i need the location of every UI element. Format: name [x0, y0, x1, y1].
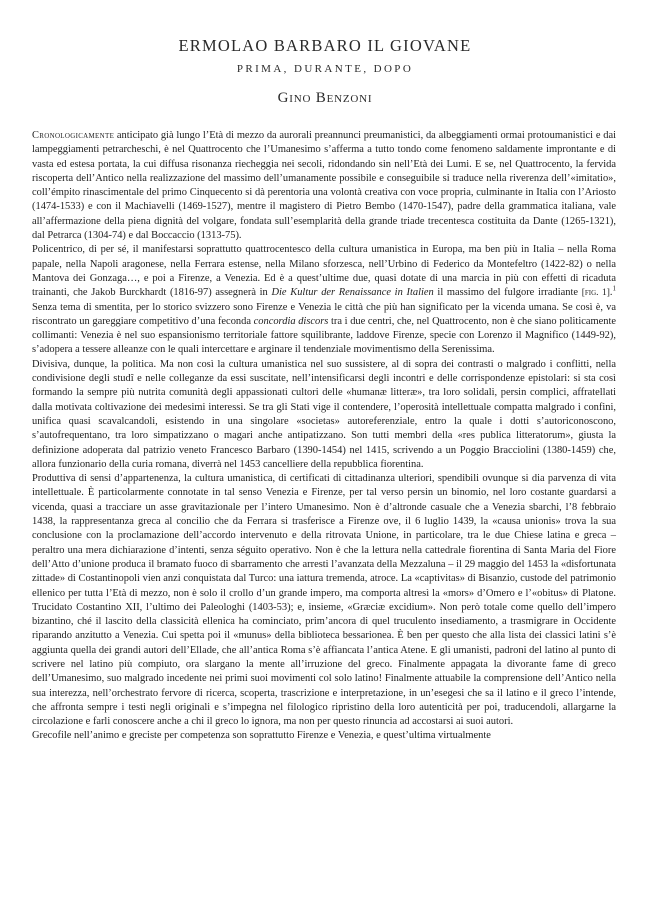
- chapter-subtitle: PRIMA, DURANTE, DOPO: [236, 63, 414, 75]
- figure-reference: [fig. 1]: [581, 288, 610, 299]
- paragraph-text: Divisiva, dunque, la politica. Ma non così la cultura umanistica nel suo sussistere, al di sopra dei contrasti o malgrado i conflitti, nella condivisione degli studî e nelle colleganze da essi suscitate, nell’intensificarsi degli incontri e delle corrispondenze epistolari: si sta così formando la sempre più nutrita comunità degli appassionati cultori delle «humanæ litteræ», tra loro solidali, persin complici, affratellati dalla motivata coltivazione dei medesimi interessi. Se tra gli Stati vige il contendere, l’operosità intellettuale compatta malgrado i confini, unifica quasi scavalcandoli, esistendo in una singolare «societas» autoreferenziale, entro la quale i dotti s’autoriconoscono, s’autofrequentano, tra loro simpatizzano o magari anche antipatizzano. Son tutti membri della «res publica litteratorum», giusta la definizione adoperata dal patrizio veneto Francesco Barbaro (1390-1454) nel 1415, scrivendo a un Poggio Bracciolini (1380-1459) che, allora funzionario della curia romana, diverrà nel 1453 cancelliere della repubblica fiorentina.: [32, 358, 616, 470]
- paragraph: [32, 358, 616, 472]
- paragraph-text: tra i due centri, che, nel Quattrocento, non è che siano politicamente collimanti: Venezia è nel suo espansionismo territoriale fattore squilibrante, laddove Firenze, specie con Lorenzo il Magnifico (1449-92), s’adopera a tessere alleanze con le quali intercettare e arginare il tendenziale movimentismo della Serenissima.: [32, 315, 616, 356]
- paragraph: [32, 129, 616, 243]
- paragraph: [32, 472, 616, 729]
- paragraph-text: Policentrico, di per sé, il manifestarsi soprattutto quattrocentesco della cultura umanistica in Europa, ma ben più in Italia – nella Roma papale, nella Napoli aragonese, nella Ferrara estense, nella Milano sforzesca, nell’Urbino di Federico da Montefeltro (1422-82) o nella Mantova dei Gonzaga…, e poi a Firenze, a Venezia. Ed è a quest’ultime due, quasi dotate di una marcia in più con effetti di ricaduta trainanti, che Jakob Burckhardt (1816-97) assegnerà in: [32, 244, 616, 299]
- footnote-marker: 1: [612, 284, 617, 293]
- paragraph-text: Grecofile nell’animo e greciste per competenza son soprattutto Firenze e Venezia, e quest’ultima virtualmente: [32, 730, 491, 742]
- chapter-title: ERMOLAO BARBARO IL GIOVANE: [178, 36, 472, 55]
- paragraph-text: il massimo del fulgore irradiante: [433, 287, 582, 299]
- paragraph-text: Senza tema di smentita, per lo storico svizzero sono Firenze e Venezia le città che più han significato per la vicenda umana. Se così è, va riscontrato un gareggiare competitivo d’una feconda: [32, 301, 616, 327]
- italic-phrase: concordia discors: [253, 315, 329, 327]
- paragraph: [32, 243, 616, 357]
- paragraph-text: anticipato già lungo l’Età di mezzo da aurorali preannunci preumanistici, da albeggiamenti ormai protoumanistici e dai lampeggiamenti petrarcheschi, è nel Quattrocento che l’Umanesimo s’afferma a tutto tondo come fenomeno saldamente improntante e di vasta ed estesa portata, la cui diffusa risonanza riecheggia nei secoli, ridondando sin nell’Età dei Lumi. E se, nel Quattrocento, la fervida riscoperta dell’Antico nella realizzazione del massimo dell’umanamente possibile e conseguibile si traduce nella riverenza dell’«imitatio», coll’émpito rinascimentale del primo Cinquecento si dà perentoria una volontà creativa con voce propria, culminante in Italia con l’Ariosto (1474-1533) e con il Machiavelli (1469-1527), mentre il magistero di Pietro Bembo (1470-1547), padre della grammatica italiana, vale all’affermazione della piena dignità del volgare, fondata sull’esemplarità della grande triade trecentesca costituita da Dante (1265-1321), dal Petrarca (1304-74) e dal Boccaccio (1313-75).: [32, 130, 616, 242]
- lead-word: Cronologicamente: [32, 130, 115, 141]
- body-text: [32, 129, 616, 744]
- book-title-italic: Die Kultur der Renaissance in Italien: [271, 287, 434, 299]
- author-name: Gino Benzoni: [277, 90, 373, 106]
- paragraph-text: Produttiva di sensi d’appartenenza, la cultura umanistica, di certificati di cittadinanza ulteriori, spendibili ovunque si dia parvenza di vita intellettuale. È particolarmente connotate in tal senso Venezia e Firenze, per tal verso persin un binomio, nel loro costante guardarsi a vicenda, quasi a tracciare un asse gravitazionale per l’intero Umanesimo. Non è d’altronde casuale che a Venezia sbarchi, l’8 febbraio 1438, la rappresentanza greca al concilio che da Ferrara si trasferisce a Firenze ove, il 6 luglio 1439, la «causa unionis» trova la sua conclusione con la proclamazione dell’accordo intervenuto e della ritrovata Unione, in particolare, tra le due Chiese latina e greca – peraltro una mera dichiarazione d’intenti, senza séguito operativo. Non è che la lettura nella cattedrale fiorentina di Santa Maria del Fiore dell’Atto d’unione produca il bramato fuoco di sbarramento che arresti l’avanzata della Mezzaluna – il 29 maggio del 1453 la «disfortunata zittade» di Costantinopoli vien anzi conquistata dal Turco: una iattura tremenda, atroce. La «captivitas» di Bisanzio, custode del patrimonio ellenico per tutta l’Età di mezzo, non è solo il crollo d’un grande impero, ma comporta altresì la «mors» d’Omero e l’«obitus» di Platone. Trucidato Costantino XII, l’ultimo dei Paleologhi (1403-53); e, insieme, «Græciæ excidium». Non però totale come quello dell’impero bizantino, ché il lascito della classicità ellenica ha cominciato, prim’ancora di quel truculento insediamento, a trasmigrare in Occidente riparando anzitutto a Venezia. Cui spetta poi il «munus» della biblioteca bessarionea. È ben per questo che alla lista dei classici latini s’è aggiunta quella dei grandi autori dell’Ellade, che all’antica Roma s’è affiancata l’antica Atene. E gli umanisti, padroni del latino al punto di scrivere nel latino più compiuto, ora slargano la mente all’irruzione del greco. Finalmente appagata la divorante fame di greco dell’Umanesimo, suo malgrado incedente nei primi suoi movimenti col solo latino! Finalmente attuabile la comprensione dell’Antico nella sua interezza, nell’orchestrato fervore di ricerca, scoperta, trascrizione e interpretazione, in un’esegesi che sa il latino e il greco l’intende, che affronta sempre i testi negli originali e s’impegna nel filologico ripristino della loro autenticità per poi, traducendoli, allargarne la circolazione e farli conoscere anche a chi il greco lo ignora, ma non per questo rinuncia ad accostarsi ai suoi autori.: [32, 473, 616, 728]
- paragraph-text: .: [609, 287, 613, 299]
- paragraph: [32, 729, 616, 743]
